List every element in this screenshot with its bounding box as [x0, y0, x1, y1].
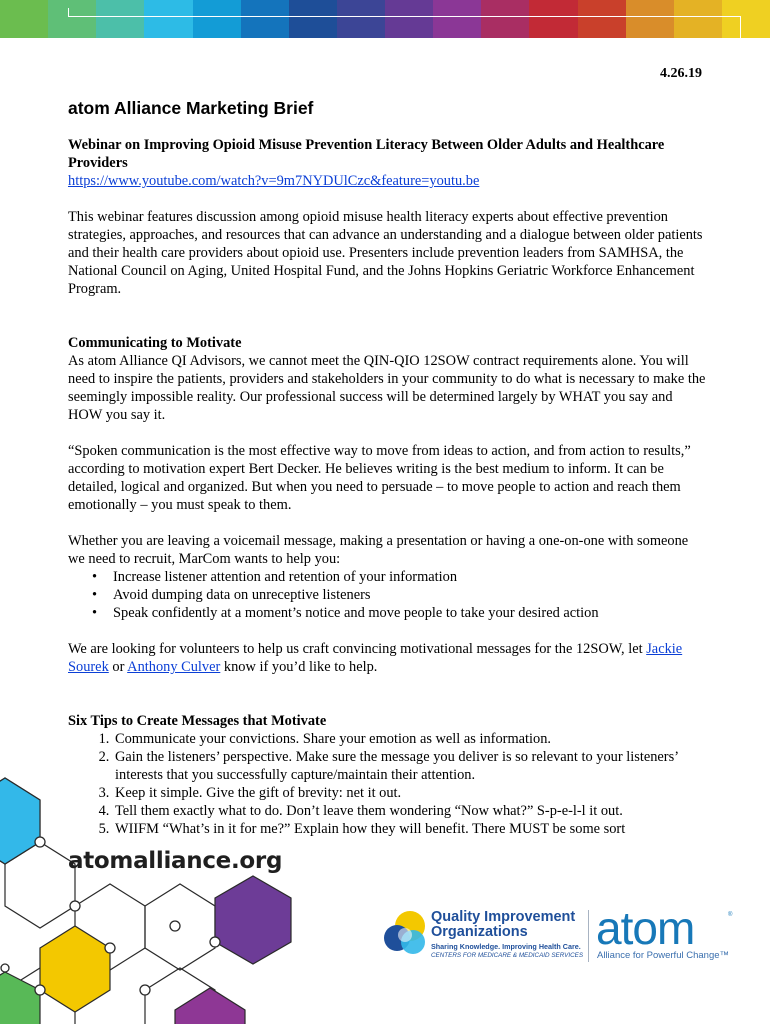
webinar-link-line: [68, 172, 708, 190]
hexagon-green: [0, 972, 40, 1024]
header-color-segment: [385, 0, 433, 38]
motivate-heading: Communicating to Motivate: [68, 335, 242, 351]
node-circle: [1, 964, 9, 972]
header-color-segment: [578, 0, 626, 38]
header-color-segment: [289, 0, 337, 38]
motivate-paragraph-1: As atom Alliance QI Advisors, we cannot meet the QIN-QIO 12SOW contract requirements alone. You will need to inspire the patients, providers and stakeholders in your community to do what is necessary to make the seemingly impossible reality. Our professional success will be determined largely by WHAT you say and HOW you say it.: [68, 353, 706, 423]
qio-tagline: Sharing Knowledge. Improving Health Care.: [431, 942, 581, 951]
node-circle: [140, 985, 150, 995]
qio-logo-text: [431, 910, 583, 959]
header-color-segment: [433, 0, 481, 38]
contact-link-anthony-culver[interactable]: Anthony Culver: [127, 659, 221, 675]
header-bar-tick: [68, 8, 69, 17]
header-bar-line: [68, 16, 740, 17]
header-color-segment: [0, 0, 48, 38]
motivate-paragraph-3: Whether you are leaving a voicemail message, making a presentation or having a one-on-one with someone we need to recruit, MarCom wants to help you:: [68, 533, 689, 567]
header-color-segment: [337, 0, 385, 38]
list-item: • Avoid dumping data on unreceptive listeners: [113, 586, 708, 604]
qio-name: Quality Improvement Organizations: [431, 909, 576, 940]
header-bar-tick-right: [740, 16, 741, 38]
header-color-segment: [722, 0, 770, 38]
atom-tagline: Alliance for Powerful Change™: [597, 950, 730, 961]
header-color-segment: [48, 0, 96, 38]
node-circle: [35, 985, 45, 995]
document-body: [68, 136, 708, 838]
header-color-segment: [529, 0, 577, 38]
document-date: 4.26.19: [660, 66, 702, 81]
hexagon-magenta: [175, 988, 245, 1024]
header-color-segment: [626, 0, 674, 38]
hexagon-purple: [215, 876, 291, 964]
contact-link-jackie-sourek[interactable]: Jackie Sourek: [68, 641, 683, 675]
motivate-bullet-list: [68, 568, 708, 622]
document-title: atom Alliance Marketing Brief: [68, 98, 314, 118]
header-color-segment: [481, 0, 529, 38]
node-circle: [210, 937, 220, 947]
hexagon-decoration: [0, 770, 300, 1024]
node-circle: [170, 921, 180, 931]
hexagon-yellow: [40, 926, 110, 1012]
webinar-link[interactable]: https://www.youtube.com/watch?v=9m7NYDUlCzc&feature=youtu.be: [68, 173, 480, 189]
header-color-segment: [96, 0, 144, 38]
volunteer-paragraph: We are looking for volunteers to help us craft convincing motivational messages for the 12SOW, let Jackie Sourek or Anthony Culver know if you’d like to help.: [68, 641, 683, 675]
atom-logo-trademark: ®: [728, 912, 733, 918]
hexagon-blue: [0, 778, 40, 864]
atom-logo-wordmark: atom: [596, 902, 695, 954]
list-item: 3. Keep it simple. Give the gift of brevity: net it out.: [113, 784, 708, 802]
tips-heading: Six Tips to Create Messages that Motivate: [68, 713, 327, 729]
list-item: 1. Communicate your convictions. Share your emotion as well as information.: [113, 730, 708, 748]
list-item: • Increase listener attention and retention of your information: [113, 568, 708, 586]
motivate-paragraph-2: “Spoken communication is the most effective way to move from ideas to action, and from action to results,” according to motivation expert Bert Decker. He believes writing is the best medium to inform. It can be detailed, logical and organized. But when you need to persuade – to move people to action and reach them emotionally – you must speak to them.: [68, 443, 691, 513]
header-color-segment: [674, 0, 722, 38]
header-color-segment: [193, 0, 241, 38]
webinar-heading: Webinar on Improving Opioid Misuse Prevention Literacy Between Older Adults and Healthcare Providers: [68, 137, 665, 171]
node-circle: [35, 837, 45, 847]
node-circle: [70, 901, 80, 911]
header-color-segment: [144, 0, 192, 38]
list-item: 2. Gain the listeners’ perspective. Make sure the message you deliver is so relevant to your listeners’ interests that you successfully capture/maintain their attention.: [113, 748, 708, 784]
header-color-segment: [241, 0, 289, 38]
website-url: atomalliance.org: [68, 848, 283, 874]
list-item: • Speak confidently at a moment’s notice and move people to take your desired action: [113, 604, 708, 622]
webinar-description: This webinar features discussion among opioid misuse health literacy experts about effective prevention strategies, approaches, and resources that can advance an understanding and a dialogue between older patients and their health care providers about opioid use. Presenters include prevention leaders from SAMHSA, the National Council on Aging, United Hospital Fund, and the Johns Hopkins Geriatric Workforce Enhancement Program.: [68, 209, 703, 297]
qio-cms-text: CENTERS FOR MEDICARE & MEDICAID SERVICES: [431, 952, 584, 959]
node-circle: [105, 943, 115, 953]
list-item: 5. WIIFM “What’s in it for me?” Explain how they will benefit. There MUST be some sort: [113, 820, 708, 838]
list-item: 4. Tell them exactly what to do. Don’t leave them wondering “Now what?” S-p-e-l-l it out.: [113, 802, 708, 820]
header-color-bar: [0, 0, 770, 38]
logo-divider: [588, 910, 589, 962]
